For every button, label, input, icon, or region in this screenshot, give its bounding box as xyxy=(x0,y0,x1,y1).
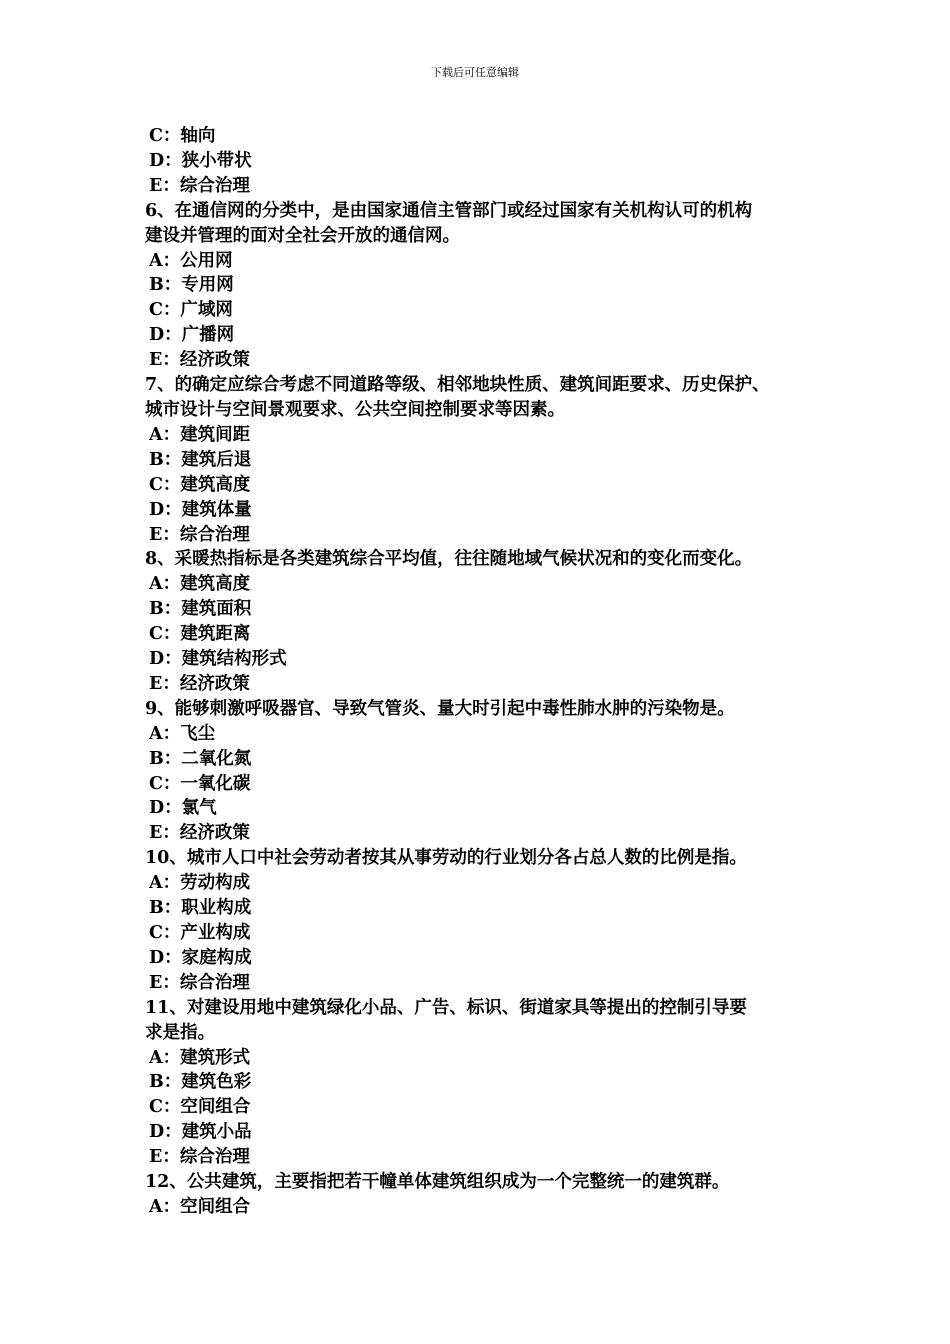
document-body xyxy=(145,124,835,1220)
question-text: 建设并管理的面对全社会开放的通信网。 xyxy=(145,225,460,246)
answer-option: E：经济政策 xyxy=(149,350,250,371)
question-text: 9、能够刺激呼吸器官、导致气管炎、量大时引起中毒性肺水肿的污染物是。 xyxy=(145,698,735,719)
answer-option: A：建筑高度 xyxy=(149,574,251,595)
answer-option: A：公用网 xyxy=(149,250,233,271)
answer-option: B：职业构成 xyxy=(149,898,252,919)
answer-option: C：建筑距离 xyxy=(149,624,251,645)
answer-option: B：建筑后退 xyxy=(149,449,252,470)
question-text: 求是指。 xyxy=(145,1022,215,1043)
answer-option: D：氯气 xyxy=(149,798,217,819)
answer-option: C：建筑高度 xyxy=(149,474,251,495)
answer-option: E：综合治理 xyxy=(149,524,250,545)
answer-option: B：建筑面积 xyxy=(149,599,252,620)
answer-option: A：劳动构成 xyxy=(149,873,251,894)
answer-option: C：一氧化碳 xyxy=(149,773,251,794)
answer-option: A：空间组合 xyxy=(149,1196,251,1217)
question-text: 11、对建设用地中建筑绿化小品、广告、标识、街道家具等提出的控制引导要 xyxy=(145,997,747,1018)
answer-option: D：狭小带状 xyxy=(149,150,252,171)
answer-option: C：空间组合 xyxy=(149,1097,251,1118)
answer-option: E：经济政策 xyxy=(149,823,250,844)
answer-option: D：建筑体量 xyxy=(149,499,252,520)
answer-option: A：建筑间距 xyxy=(149,424,251,445)
answer-option: E：综合治理 xyxy=(149,1147,250,1168)
answer-option: B：建筑色彩 xyxy=(149,1072,252,1093)
answer-option: C：广域网 xyxy=(149,300,233,321)
question-text: 8、采暖热指标是各类建筑综合平均值，往往随地域气候状况和的变化而变化。 xyxy=(145,549,753,570)
question-text: 12、公共建筑，主要指把若干幢单体建筑组织成为一个完整统一的建筑群。 xyxy=(145,1172,730,1193)
answer-option: D：建筑结构形式 xyxy=(149,649,287,670)
question-text: 城市设计与空间景观要求、公共空间控制要求等因素。 xyxy=(145,399,565,420)
answer-option: D：家庭构成 xyxy=(149,947,252,968)
answer-option: C：轴向 xyxy=(149,126,216,146)
question-text: 10、城市人口中社会劳动者按其从事劳动的行业划分各占总人数的比例是指。 xyxy=(145,848,747,869)
answer-option: A：建筑形式 xyxy=(149,1047,251,1068)
question-text: 7、的确定应综合考虑不同道路等级、相邻地块性质、建筑间距要求、历史保护、 xyxy=(145,375,770,396)
page-header: 下载后可任意编辑 xyxy=(431,66,519,79)
answer-option: B：专用网 xyxy=(149,275,234,296)
answer-option: E：经济政策 xyxy=(149,673,250,694)
question-text: 6、在通信网的分类中，是由国家通信主管部门或经过国家有关机构认可的机构 xyxy=(145,200,753,221)
answer-option: A：飞尘 xyxy=(149,723,216,744)
answer-option: D：广播网 xyxy=(149,325,235,346)
answer-option: E：综合治理 xyxy=(149,972,250,993)
answer-option: E：综合治理 xyxy=(149,175,250,196)
answer-option: C：产业构成 xyxy=(149,923,251,943)
answer-option: B：二氧化氮 xyxy=(149,748,252,769)
answer-option: D：建筑小品 xyxy=(149,1122,252,1143)
